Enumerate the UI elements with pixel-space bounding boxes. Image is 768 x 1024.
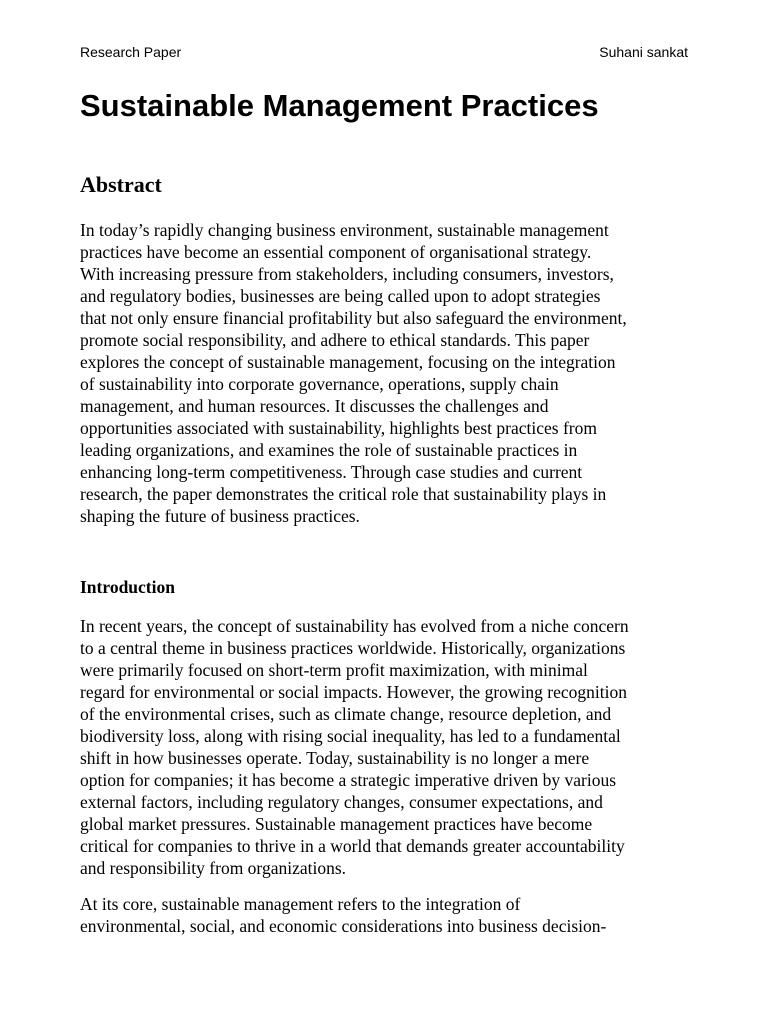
text-line: critical for companies to thrive in a world that demands greater accountability (80, 836, 625, 856)
text-line: promote social responsibility, and adhere to ethical standards. This paper (80, 330, 590, 350)
text-line: regard for environmental or social impacts. However, the growing recognition (80, 682, 627, 702)
header-author: Suhani sankat (599, 44, 688, 60)
text-line: explores the concept of sustainable management, focusing on the integration (80, 352, 616, 372)
paper-title: Sustainable Management Practices (80, 88, 599, 123)
text-line: of the environmental crises, such as climate change, resource depletion, and (80, 704, 612, 724)
text-line: external factors, including regulatory changes, consumer expectations, and (80, 792, 603, 812)
header-left-label: Research Paper (80, 44, 182, 60)
text-line: At its core, sustainable management refers to the integration of (80, 894, 521, 914)
text-line: to a central theme in business practices worldwide. Historically, organizations (80, 638, 626, 658)
text-line: were primarily focused on short-term profit maximization, with minimal (80, 660, 588, 680)
text-line: leading organizations, and examines the role of sustainable practices in (80, 440, 578, 460)
text-line: enhancing long-term competitiveness. Through case studies and current (80, 462, 583, 482)
introduction-paragraph-2 (80, 893, 688, 937)
text-line: In today’s rapidly changing business environment, sustainable management (80, 220, 609, 240)
text-line: shift in how businesses operate. Today, sustainability is no longer a mere (80, 748, 590, 768)
introduction-heading: Introduction (80, 577, 175, 597)
text-line: biodiversity loss, along with rising social inequality, has led to a fundamental (80, 726, 621, 746)
text-line: of sustainability into corporate governance, operations, supply chain (80, 374, 559, 394)
text-line: research, the paper demonstrates the critical role that sustainability plays in (80, 484, 607, 504)
text-line: opportunities associated with sustainability, highlights best practices from (80, 418, 597, 438)
text-line: and responsibility from organizations. (80, 858, 347, 878)
text-line: and regulatory bodies, businesses are being called upon to adopt strategies (80, 286, 601, 306)
introduction-paragraph-1 (80, 615, 688, 879)
running-header (80, 43, 688, 61)
abstract-heading: Abstract (80, 172, 162, 197)
text-line: practices have become an essential component of organisational strategy. (80, 242, 592, 262)
abstract-paragraph (80, 219, 688, 527)
text-line: With increasing pressure from stakeholders, including consumers, investors, (80, 264, 614, 284)
text-line: In recent years, the concept of sustainability has evolved from a niche concern (80, 616, 629, 636)
text-line: option for companies; it has become a strategic imperative driven by various (80, 770, 617, 790)
text-line: environmental, social, and economic considerations into business decision- (80, 916, 607, 936)
text-line: management, and human resources. It discusses the challenges and (80, 396, 549, 416)
text-line: that not only ensure financial profitability but also safeguard the environment, (80, 308, 627, 328)
text-line: global market pressures. Sustainable management practices have become (80, 814, 593, 834)
text-line: shaping the future of business practices. (80, 506, 360, 526)
